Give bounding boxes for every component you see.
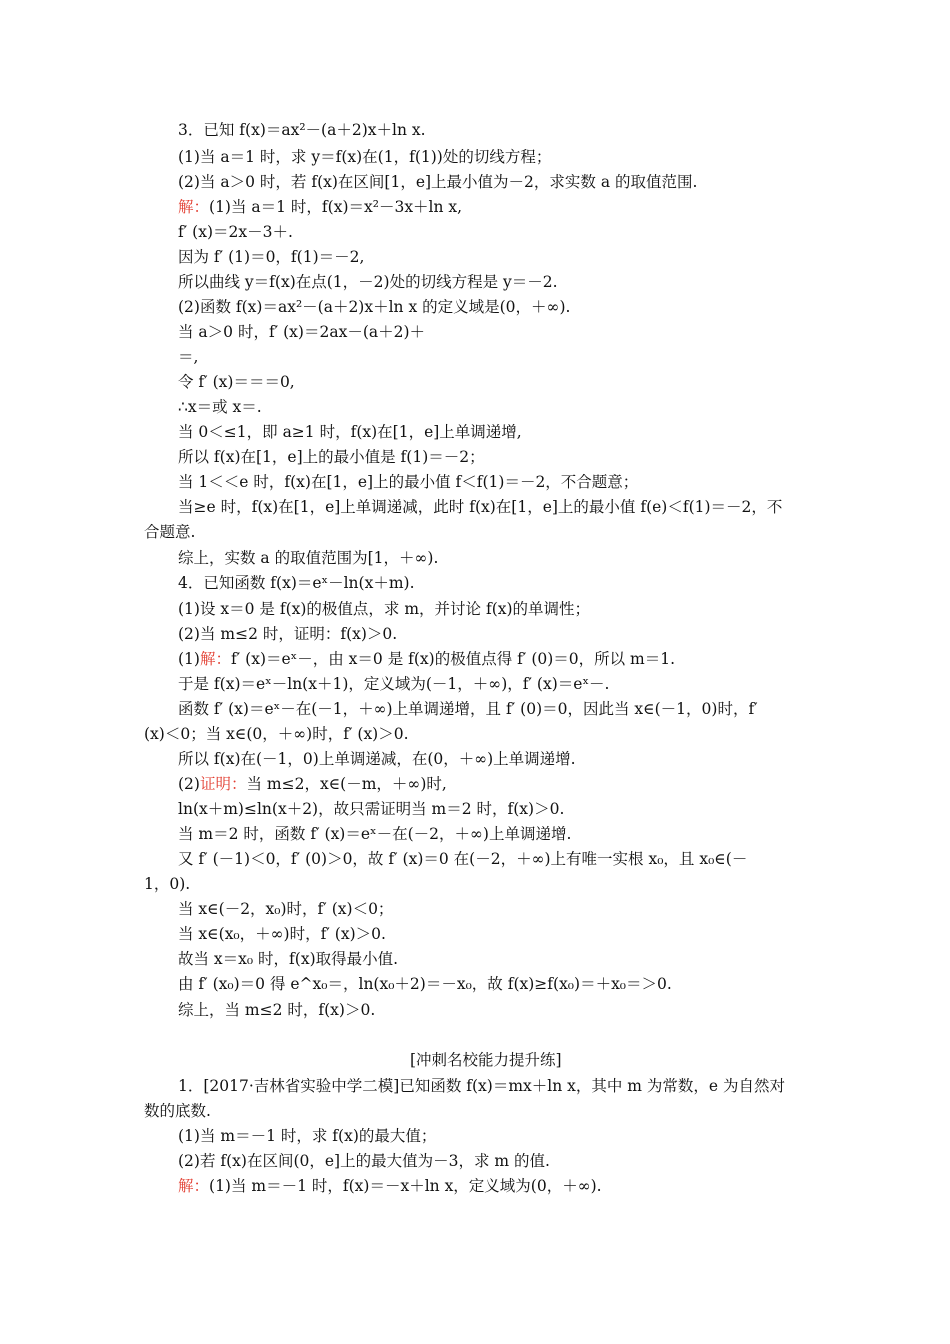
solution-step: ∴x＝或 x＝. bbox=[178, 398, 262, 416]
problem-4-question-2: (2)当 m≤2 时，证明：f(x)＞0. bbox=[178, 625, 398, 643]
proof-step: 又 f′ (－1)＜0，f′ (0)＞0，故 f′ (x)＝0 在(－2，＋∞)上有唯一实根 x₀，且 x₀∈(－ bbox=[178, 850, 748, 868]
solution-text: (1)当 m＝－1 时，f(x)＝－x＋ln x，定义域为(0，＋∞). bbox=[209, 1177, 602, 1195]
problem-3-question-2: (2)当 a＞0 时，若 f(x)在区间[1，e]上最小值为－2，求实数 a 的取值范围. bbox=[178, 173, 698, 191]
solution-step: 因为 f′ (1)＝0，f(1)＝－2, bbox=[178, 248, 365, 266]
solution-step-continued: 合题意. bbox=[144, 523, 196, 541]
proof-step: 当 x∈(x₀，＋∞)时，f′ (x)＞0. bbox=[178, 925, 386, 943]
problem-1-solution-line bbox=[178, 1176, 602, 1196]
solution-step: (2)函数 f(x)＝ax²－(a＋2)x＋ln x 的定义域是(0，＋∞). bbox=[178, 298, 571, 316]
problem-4-proof-line bbox=[178, 774, 447, 794]
section-title: [冲刺名校能力提升练] bbox=[410, 1051, 562, 1069]
proof-step: 由 f′ (x₀)＝0 得 e^x₀＝，ln(x₀＋2)＝－x₀，故 f(x)≥f(x₀)＝＋x₀＝＞0. bbox=[178, 975, 672, 993]
problem-3-question-1: (1)当 a＝1 时，求 y＝f(x)在(1，f(1))处的切线方程； bbox=[178, 148, 552, 166]
problem-4-solution-line bbox=[178, 649, 675, 669]
proof-step: 当 x∈(－2，x₀)时，f′ (x)＜0； bbox=[178, 900, 394, 918]
problem-3-stem: 3．已知 f(x)＝ax²－(a＋2)x＋ln x. bbox=[178, 121, 426, 139]
solution-step: 当≥e 时，f(x)在[1，e]上单调递减，此时 f(x)在[1，e]上的最小值 f(e)＜f(1)＝－2，不 bbox=[178, 498, 783, 516]
solution-step: 当 1＜＜e 时，f(x)在[1，e]上的最小值 f＜f(1)＝－2，不合题意； bbox=[178, 473, 639, 491]
proof-label: 证明： bbox=[199, 775, 247, 793]
problem-1-stem: 1．[2017·吉林省实验中学二模]已知函数 f(x)＝mx＋ln x，其中 m 为常数，e 为自然对 bbox=[178, 1077, 786, 1095]
proof-step: 故当 x＝x₀ 时，f(x)取得最小值. bbox=[178, 950, 399, 968]
proof-conclusion: 综上，当 m≤2 时，f(x)＞0. bbox=[178, 1001, 376, 1019]
problem-1-stem-continued: 数的底数. bbox=[144, 1102, 211, 1120]
proof-text: 当 m≤2，x∈(－m，＋∞)时, bbox=[246, 775, 447, 793]
solution-step: 所以曲线 y＝f(x)在点(1，－2)处的切线方程是 y＝－2. bbox=[178, 273, 558, 291]
problem-4-question-1: (1)设 x＝0 是 f(x)的极值点，求 m，并讨论 f(x)的单调性； bbox=[178, 600, 591, 618]
part-marker: (1) bbox=[178, 650, 200, 668]
solution-text: f′ (x)＝eˣ－，由 x＝0 是 f(x)的极值点得 f′ (0)＝0，所以 m＝1. bbox=[230, 650, 676, 668]
solution-text: (1)当 a＝1 时，f(x)＝x²－3x＋ln x, bbox=[209, 198, 463, 216]
solution-step: 于是 f(x)＝eˣ－ln(x＋1)，定义域为(－1，＋∞)，f′ (x)＝eˣ－. bbox=[178, 675, 610, 693]
solution-step: 所以 f(x)在(－1，0)上单调递减，在(0，＋∞)上单调递增. bbox=[178, 750, 576, 768]
solution-step: 当 0＜≤1，即 a≥1 时，f(x)在[1，e]上单调递增, bbox=[178, 423, 522, 441]
proof-step-continued: 1，0). bbox=[144, 875, 191, 893]
problem-4-stem: 4．已知函数 f(x)＝eˣ－ln(x＋m). bbox=[178, 574, 415, 592]
solution-step: 函数 f′ (x)＝eˣ－在(－1，＋∞)上单调递增，且 f′ (0)＝0，因此当 x∈(－1，0)时，f′ bbox=[178, 700, 758, 718]
solution-step: 当 a＞0 时，f′ (x)＝2ax－(a＋2)＋ bbox=[178, 323, 426, 341]
solution-conclusion: 综上，实数 a 的取值范围为[1，＋∞). bbox=[178, 549, 439, 567]
problem-3-solution-line bbox=[178, 197, 462, 217]
solution-label: 解： bbox=[199, 650, 231, 668]
solution-step: 令 f′ (x)＝＝＝0, bbox=[178, 373, 295, 391]
solution-step-continued: (x)＜0；当 x∈(0，＋∞)时，f′ (x)＞0. bbox=[144, 725, 409, 743]
solution-label: 解： bbox=[178, 1177, 210, 1195]
part-marker: (2) bbox=[178, 775, 200, 793]
solution-step: f′ (x)＝2x－3＋. bbox=[178, 223, 293, 241]
solution-step: 所以 f(x)在[1，e]上的最小值是 f(1)＝－2； bbox=[178, 448, 485, 466]
proof-step: ln(x＋m)≤ln(x＋2)，故只需证明当 m＝2 时，f(x)＞0. bbox=[178, 800, 565, 818]
problem-1-question-1: (1)当 m＝－1 时，求 f(x)的最大值； bbox=[178, 1127, 437, 1145]
solution-step: ＝, bbox=[178, 348, 199, 366]
proof-step: 当 m＝2 时，函数 f′ (x)＝eˣ－在(－2，＋∞)上单调递增. bbox=[178, 825, 572, 843]
problem-1-question-2: (2)若 f(x)在区间(0，e]上的最大值为－3，求 m 的值. bbox=[178, 1152, 550, 1170]
solution-label: 解： bbox=[178, 198, 210, 216]
